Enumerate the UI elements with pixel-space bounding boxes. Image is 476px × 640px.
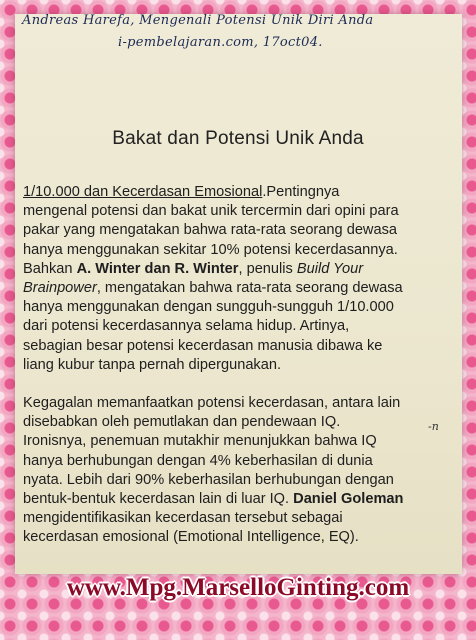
handwritten-note (22, 10, 452, 54)
paragraph1-line: Brainpower, mengatakan bahwa rata-rata seorang dewasa (23, 280, 403, 297)
paragraph1-line: hanya menggunakan sekitar 10% potensi kecerdasannya. (23, 241, 398, 258)
paragraph2-line: Kegagalan memanfaatkan potensi kecerdasan, antara lain (23, 395, 401, 412)
paragraph1-line: pakar yang mengatakan bahwa rata-rata seorang dewasa (23, 222, 398, 239)
paragraph1-line: mengenal potensi dan bakat unik tercermin dari opini para (23, 203, 399, 220)
paragraph1-line: hanya menggunakan dengan sungguh-sungguh 1/10.000 (23, 299, 394, 316)
paragraph2-line: bentuk-bentuk kecerdasan lain di luar IQ. Daniel Goleman (23, 491, 404, 508)
paragraph1-line: 1/10.000 dan Kecerdasan Emosional.Pentingnya (23, 184, 340, 200)
paragraph1-line: liang kubur tanpa pernah dipergunakan. (23, 356, 282, 373)
paragraph2-line: kecerdasan emosional (Emotional Intelligence, EQ). (23, 529, 359, 546)
book-title: Build Your (296, 260, 364, 277)
watermark-url: www.Mpg.MarselloGinting.com (66, 574, 410, 601)
paragraph1-line: Bahkan A. Winter dan R. Winter, penulis Build Your (23, 260, 364, 277)
document-title: Bakat dan Potensi Unik Anda (112, 128, 364, 149)
paragraph1-line: dari potensi kecerdasannya selama hidup. Artinya, (23, 318, 350, 335)
handwritten-note-line2: i-pembelajaran.com, 17oct04. (118, 35, 323, 50)
paragraph2-line: nyata. Lebih dari 90% keberhasilan berhubungan dengan (23, 471, 394, 488)
paragraph2-line: Ironisnya, penemuan mutakhir menunjukkan bahwa IQ (23, 433, 377, 450)
handwritten-margin-mark: -n (428, 420, 439, 433)
paragraph2-line: mengidentifikasikan kecerdasan tersebut sebagai (23, 510, 343, 527)
handwritten-note-line1: Andreas Harefa, Mengenali Potensi Unik Diri Anda (22, 13, 374, 28)
author-name: Daniel Goleman (293, 491, 404, 508)
paragraph2-line: hanya berhubungan dengan 4% keberhasilan di dunia (23, 452, 373, 469)
section-heading-underlined: 1/10.000 dan Kecerdasan Emosional (23, 184, 263, 200)
paragraph1-line: sebagian besar potensi kecerdasan manusia dibawa ke (23, 337, 383, 354)
paragraph2-line: disebabkan oleh pemutlakan dan pendewaan IQ. (23, 414, 341, 431)
author-names: A. Winter dan R. Winter (76, 260, 239, 277)
book-title-cont: Brainpower (23, 280, 97, 297)
paragraph-gap (23, 375, 476, 394)
document-body (23, 183, 476, 548)
